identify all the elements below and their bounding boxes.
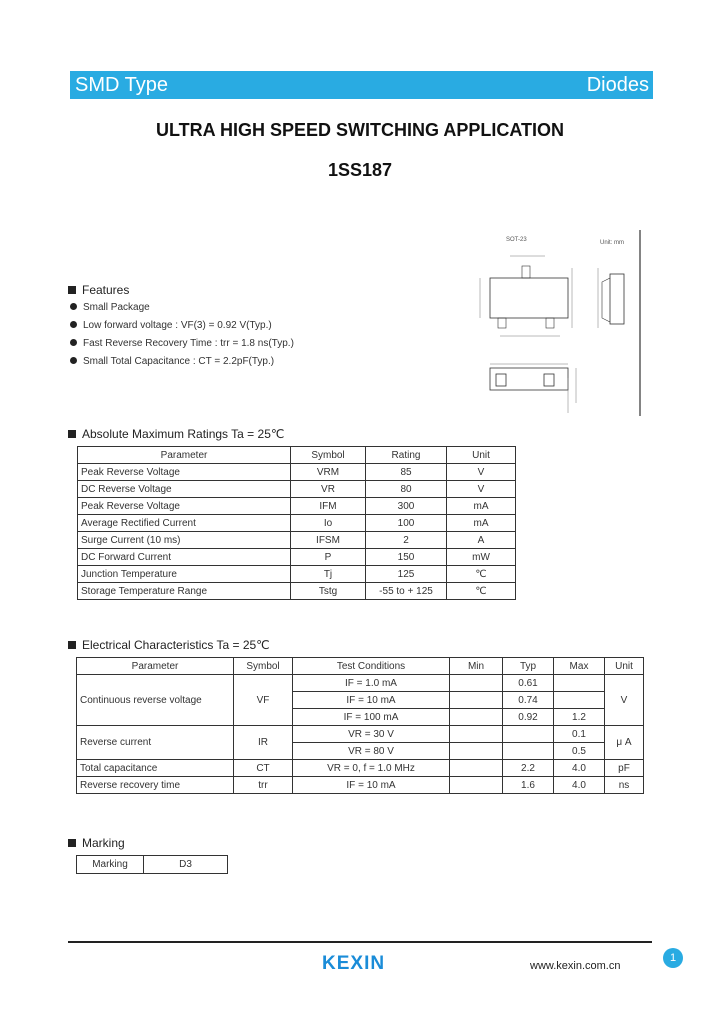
footer-divider xyxy=(68,941,652,943)
table-row xyxy=(78,566,516,583)
cell: mA xyxy=(447,498,516,515)
marking-value: D3 xyxy=(144,856,228,874)
table-row xyxy=(78,498,516,515)
cell: 125 xyxy=(366,566,447,583)
cell: Continuous reverse voltage xyxy=(77,675,234,726)
cell: VR = 30 V xyxy=(293,726,450,743)
cell: IF = 100 mA xyxy=(293,709,450,726)
cell: Surge Current (10 ms) xyxy=(78,532,291,549)
cell xyxy=(450,760,503,777)
amr-table xyxy=(77,446,516,600)
cell: V xyxy=(447,481,516,498)
cell: IFSM xyxy=(291,532,366,549)
table-row xyxy=(78,515,516,532)
cell xyxy=(450,709,503,726)
package-drawing xyxy=(470,228,642,418)
cell: trr xyxy=(234,777,293,794)
cell: IF = 10 mA xyxy=(293,692,450,709)
cell xyxy=(450,692,503,709)
cell: A xyxy=(447,532,516,549)
feature-item: Small Package xyxy=(70,302,294,320)
table-row xyxy=(78,583,516,600)
cell: Reverse current xyxy=(77,726,234,760)
col-max: Max xyxy=(554,658,605,675)
square-bullet-icon xyxy=(68,286,76,294)
cell: P xyxy=(291,549,366,566)
cell: DC Forward Current xyxy=(78,549,291,566)
cell: VRM xyxy=(291,464,366,481)
cell xyxy=(554,692,605,709)
cell: Junction Temperature xyxy=(78,566,291,583)
ec-table xyxy=(76,657,644,794)
cell: -55 to + 125 xyxy=(366,583,447,600)
category-label: SMD Type xyxy=(75,74,168,96)
bullet-icon xyxy=(70,321,77,328)
col-rating: Rating xyxy=(366,447,447,464)
cell: 2 xyxy=(366,532,447,549)
cell xyxy=(450,777,503,794)
table-row xyxy=(78,464,516,481)
cell: 4.0 xyxy=(554,777,605,794)
cell: ℃ xyxy=(447,583,516,600)
document-title: ULTRA HIGH SPEED SWITCHING APPLICATION xyxy=(156,120,564,140)
features-list xyxy=(70,302,294,374)
cell: Reverse recovery time xyxy=(77,777,234,794)
table-row xyxy=(77,726,644,743)
cell: Tj xyxy=(291,566,366,583)
header-bar xyxy=(70,71,653,99)
part-number: 1SS187 xyxy=(327,160,393,180)
square-bullet-icon xyxy=(68,839,76,847)
cell: 85 xyxy=(366,464,447,481)
cell: VR = 0, f = 1.0 MHz xyxy=(293,760,450,777)
package-name: SOT-23 xyxy=(506,237,527,243)
cell: VR xyxy=(291,481,366,498)
cell xyxy=(450,743,503,760)
cell: Average Rectified Current xyxy=(78,515,291,532)
col-typ: Typ xyxy=(503,658,554,675)
table-row xyxy=(78,549,516,566)
cell: 150 xyxy=(366,549,447,566)
cell: IF = 10 mA xyxy=(293,777,450,794)
cell: IFM xyxy=(291,498,366,515)
feature-item: Low forward voltage : VF(3) = 0.92 V(Typ.) xyxy=(70,320,294,338)
col-parameter: Parameter xyxy=(77,658,234,675)
cell: VR = 80 V xyxy=(293,743,450,760)
cell: 300 xyxy=(366,498,447,515)
feature-item: Fast Reverse Recovery Time : trr = 1.8 ns(Typ.) xyxy=(70,338,294,356)
table-row xyxy=(77,856,228,874)
square-bullet-icon xyxy=(68,430,76,438)
page-number: 1 xyxy=(663,948,683,968)
cell xyxy=(503,743,554,760)
col-unit: Unit xyxy=(605,658,644,675)
marking-label: Marking xyxy=(77,856,144,874)
cell: IF = 1.0 mA xyxy=(293,675,450,692)
cell: 0.1 xyxy=(554,726,605,743)
bullet-icon xyxy=(70,303,77,310)
cell xyxy=(503,726,554,743)
cell: V xyxy=(605,675,644,726)
col-parameter: Parameter xyxy=(78,447,291,464)
col-unit: Unit xyxy=(447,447,516,464)
cell: ℃ xyxy=(447,566,516,583)
company-logo: KEXIN xyxy=(322,953,386,974)
package-unit: Unit: mm xyxy=(600,240,624,246)
marking-table xyxy=(76,855,228,874)
cell: 0.92 xyxy=(503,709,554,726)
cell: μ A xyxy=(605,726,644,760)
col-symbol: Symbol xyxy=(291,447,366,464)
cell: Io xyxy=(291,515,366,532)
table-row xyxy=(78,481,516,498)
cell: DC Reverse Voltage xyxy=(78,481,291,498)
cell: V xyxy=(447,464,516,481)
col-test-conditions: Test Conditions xyxy=(293,658,450,675)
square-bullet-icon xyxy=(68,641,76,649)
feature-item: Small Total Capacitance : CT = 2.2pF(Typ.) xyxy=(70,356,294,374)
table-row xyxy=(77,777,644,794)
table-header-row xyxy=(77,658,644,675)
table-header-row xyxy=(78,447,516,464)
cell: 80 xyxy=(366,481,447,498)
cell: 0.74 xyxy=(503,692,554,709)
website-url[interactable]: www.kexin.com.cn xyxy=(530,960,621,972)
cell xyxy=(450,675,503,692)
table-row xyxy=(77,675,644,692)
cell: 0.61 xyxy=(503,675,554,692)
cell: CT xyxy=(234,760,293,777)
cell: Peak Reverse Voltage xyxy=(78,498,291,515)
cell: pF xyxy=(605,760,644,777)
bullet-icon xyxy=(70,357,77,364)
col-symbol: Symbol xyxy=(234,658,293,675)
marking-heading: Marking xyxy=(68,836,125,850)
cell: VF xyxy=(234,675,293,726)
type-label: Diodes xyxy=(586,74,649,96)
table-row xyxy=(78,532,516,549)
cell: 1.2 xyxy=(554,709,605,726)
amr-heading: Absolute Maximum Ratings Ta = 25℃ xyxy=(68,427,284,441)
cell: IR xyxy=(234,726,293,760)
cell: 4.0 xyxy=(554,760,605,777)
cell: ns xyxy=(605,777,644,794)
ec-heading: Electrical Characteristics Ta = 25℃ xyxy=(68,638,270,652)
cell: 2.2 xyxy=(503,760,554,777)
cell: mA xyxy=(447,515,516,532)
cell: 1.6 xyxy=(503,777,554,794)
cell: mW xyxy=(447,549,516,566)
cell: Tstg xyxy=(291,583,366,600)
cell: Peak Reverse Voltage xyxy=(78,464,291,481)
cell: 100 xyxy=(366,515,447,532)
table-row xyxy=(77,760,644,777)
cell xyxy=(554,675,605,692)
bullet-icon xyxy=(70,339,77,346)
cell: 0.5 xyxy=(554,743,605,760)
col-min: Min xyxy=(450,658,503,675)
cell: Storage Temperature Range xyxy=(78,583,291,600)
features-heading: Features xyxy=(68,283,129,297)
cell: Total capacitance xyxy=(77,760,234,777)
cell xyxy=(450,726,503,743)
